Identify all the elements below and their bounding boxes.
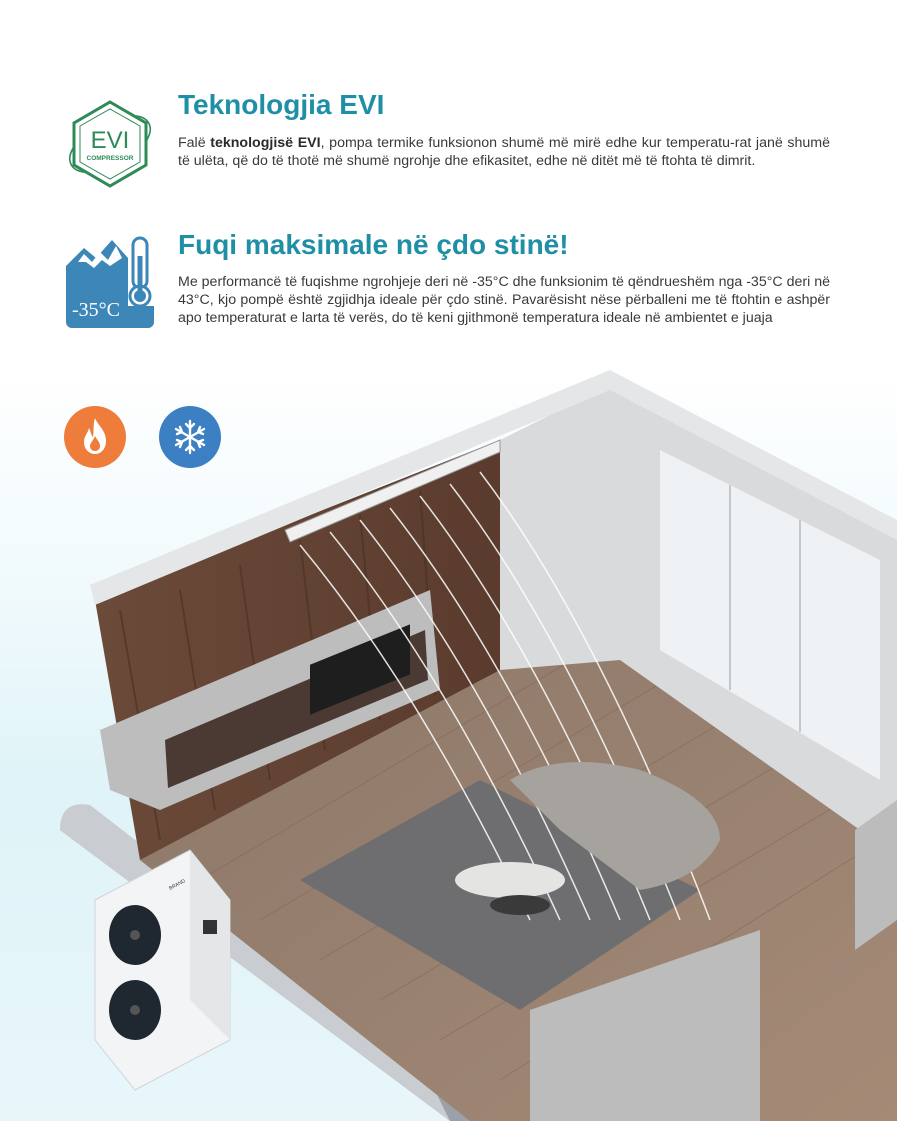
evi-badge-subtext: COMPRESSOR <box>86 155 134 162</box>
evi-title <box>178 89 384 121</box>
power-description: Me performancë të fuqishme ngrohjeje deri në -35°C dhe funksionim të qëndrueshëm nga -35°C deri në 43°C, kjo pompë është zgjidhja ideale për çdo stinë. Pavarësisht nëse përballeni me të ftohtin e ashpër apo temperaturat e larta të verës, do të keni gjithmonë temperatura ideale në ambientet e juaja <box>178 274 830 326</box>
evi-description <box>178 134 830 170</box>
evi-para-2: , pompa termike funksionon shumë më mirë edhe kur temperatu-rat janë shumë të ulëta, që do të thotë më shumë ngrohje dhe efikasitet, edhe në ditët më të ftohta të dimrit. <box>178 135 831 169</box>
temp-label: -35°C <box>72 299 120 321</box>
evi-title-prefix: Teknologjia <box>178 89 340 120</box>
room-illustration <box>0 360 897 1121</box>
evi-para-bold: teknologjisë EVI <box>210 135 321 151</box>
evi-compressor-icon <box>62 98 158 190</box>
power-title-rest: në çdo stinë! <box>388 229 569 260</box>
power-title-bold: Fuqi maksimale <box>178 229 389 260</box>
evi-para-1: Falë <box>178 135 211 151</box>
unit-brand: BRAND <box>168 878 187 892</box>
heat-pump-unit <box>95 850 230 1090</box>
power-title <box>178 229 569 261</box>
cold-temperature-icon <box>66 236 154 328</box>
evi-title-bold: EVI <box>339 89 385 120</box>
evi-badge-text: EVI <box>90 127 130 154</box>
